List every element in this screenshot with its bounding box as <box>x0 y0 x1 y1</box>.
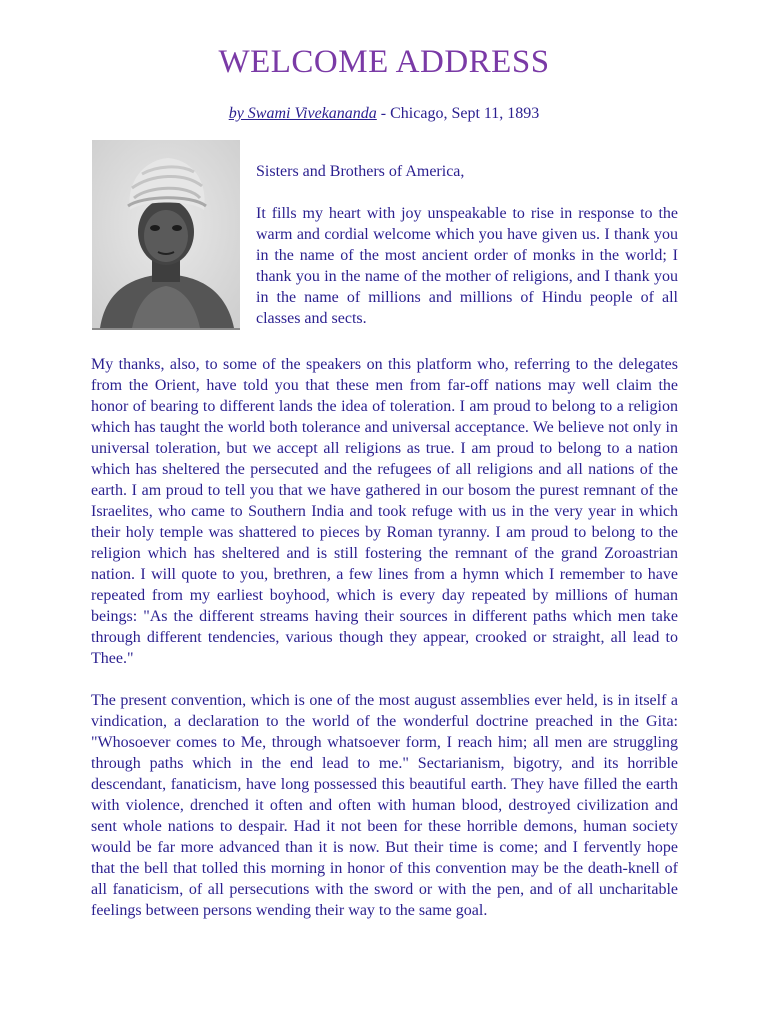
salutation: Sisters and Brothers of America, <box>256 163 465 180</box>
body-paragraph-2: The present convention, which is one of the most august assemblies ever held, is in itself a vindication, a declaration to the world of the wonderful doctrine preached in the Gita: "Whosoever comes to Me, through whatsoever form, I reach him; all men are struggling through paths which in the end lead to me." Sectarianism, bigotry, and its horrible descendant, fanaticism, have long possessed this beautiful earth. They have filled the earth with violence, drenched it often and often with human blood, destroyed civilization and sent whole nations to despair. Had it not been for these horrible demons, human society would be far more advanced than it is now. But their time is come; and I fervently hope that the bell that tolled this morning in honor of this convention may be the death-knell of all fanaticism, of all persecutions with the sword or with the pen, and of all uncharitable feelings between persons wending their way to the same goal. <box>91 692 678 919</box>
intro-paragraph: It fills my heart with joy unspeakable to rise in response to the warm and cordial welcome which you have given us. I thank you in the name of the most ancient order of monks in the world; I thank you in the name of the mother of religions, and I thank you in the name of millions and millions of Hindu people of all classes and sects. <box>256 205 678 327</box>
intro-text-block <box>256 161 678 350</box>
byline <box>0 104 768 124</box>
byline-location-date: - Chicago, Sept 11, 1893 <box>376 105 540 122</box>
page-title: WELCOME ADDRESS <box>218 44 550 80</box>
portrait-illustration <box>92 140 240 328</box>
portrait-photo <box>92 140 240 330</box>
body-text-block <box>91 354 678 942</box>
author-link[interactable]: by Swami Vivekananda <box>228 105 377 122</box>
body-paragraph-1: My thanks, also, to some of the speakers on this platform who, referring to the delegates from the Orient, have told you that these men from far-off nations may well claim the honor of bearing to different lands the idea of toleration. I am proud to belong to a religion which has taught the world both tolerance and universal acceptance. We believe not only in universal toleration, but we accept all religions as true. I am proud to belong to a nation which has sheltered the persecuted and the refugees of all religions and all nations of the earth. I am proud to tell you that we have gathered in our bosom the purest remnant of the Israelites, who came to Southern India and took refuge with us in the very year in which their holy temple was shattered to pieces by Roman tyranny. I am proud to belong to the religion which has sheltered and is still fostering the remnant of the grand Zoroastrian nation. I will quote to you, brethren, a few lines from a hymn which I remember to have repeated from my earliest boyhood, which is every day repeated by millions of human beings: "As the different streams having their sources in different paths which men take through different tendencies, various though they appear, crooked or straight, all lead to Thee." <box>91 356 678 667</box>
